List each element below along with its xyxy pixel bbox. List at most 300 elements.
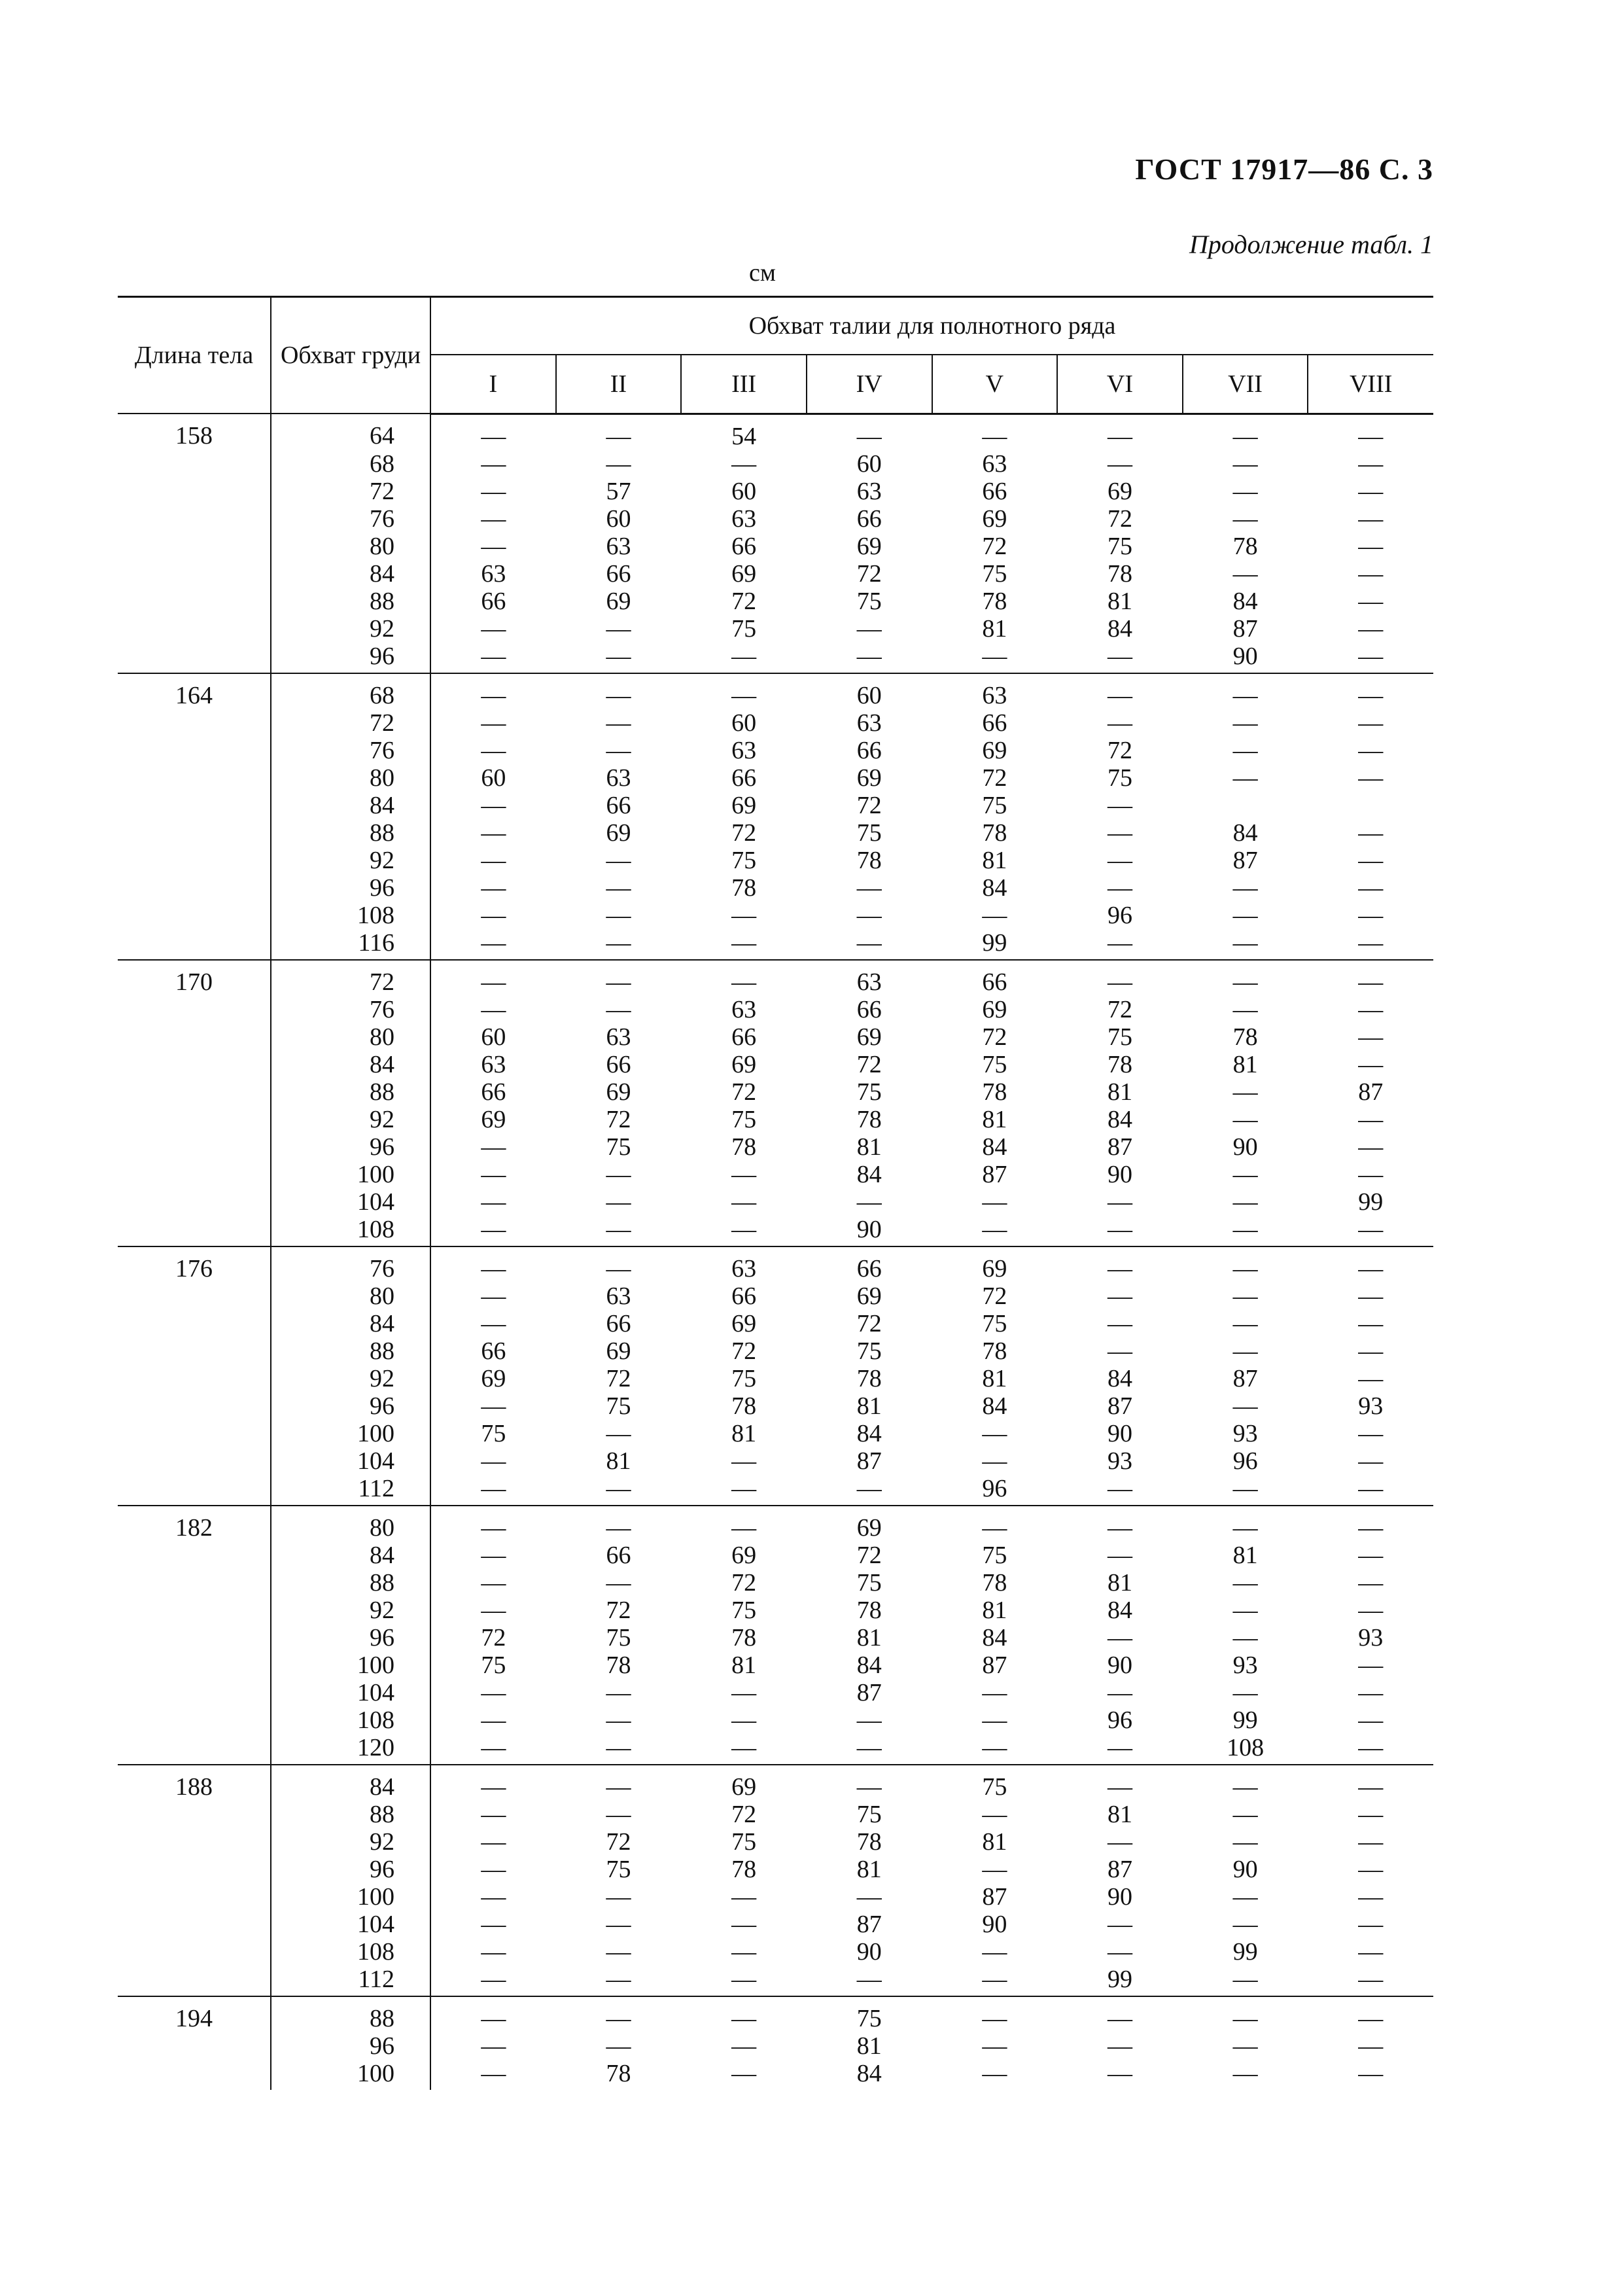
- waist-cell: 75: [856, 1800, 882, 1828]
- waist-cell: —: [1358, 1596, 1384, 1624]
- chest-cell: 84: [271, 560, 430, 588]
- waist-cell: —: [1232, 422, 1258, 450]
- waist-cell: —: [731, 1188, 757, 1216]
- chest-cell: 64: [271, 414, 430, 450]
- table-row: [118, 902, 1433, 929]
- waist-cell: —: [481, 1937, 506, 1966]
- waist-cell: —: [1232, 995, 1258, 1023]
- table-row: [118, 1911, 1433, 1938]
- waist-cell: —: [1232, 681, 1258, 709]
- header-row-3: III: [681, 355, 807, 414]
- waist-cell: —: [556, 1216, 682, 1246]
- waist-cell: 60: [856, 450, 882, 478]
- waist-cell: —: [1358, 901, 1384, 929]
- waist-cell: —: [481, 1282, 506, 1310]
- waist-cell: —: [1358, 968, 1384, 996]
- body-length-cell: [118, 1475, 271, 1506]
- waist-cell: [1308, 792, 1433, 819]
- body-length-cell: [118, 2060, 271, 2090]
- waist-cell: —: [1358, 1541, 1384, 1569]
- waist-cell: 87: [1232, 1364, 1258, 1392]
- chest-cell: 100: [271, 1651, 430, 1679]
- waist-cell: —: [1232, 874, 1258, 902]
- waist-cell: 84: [856, 2059, 882, 2087]
- body-length-cell: [118, 819, 271, 847]
- table-row: [118, 478, 1433, 505]
- waist-cell: —: [606, 1706, 631, 1734]
- waist-cell: —: [856, 1706, 882, 1734]
- waist-cell: —: [1107, 1513, 1132, 1542]
- waist-cell: 90: [1107, 1160, 1132, 1188]
- waist-cell: 66: [856, 995, 882, 1023]
- waist-cell: 63: [606, 764, 631, 792]
- table-row: [118, 847, 1433, 874]
- chest-cell: 88: [271, 1337, 430, 1365]
- body-length-cell: [118, 1023, 271, 1051]
- chest-cell: 76: [271, 1246, 430, 1282]
- waist-cell: —: [982, 2004, 1007, 2032]
- table-row: [118, 1447, 1433, 1475]
- waist-cell: —: [1358, 1023, 1384, 1051]
- body-length-cell: [118, 1310, 271, 1337]
- waist-cell: 75: [731, 1828, 757, 1856]
- waist-cell: 87: [982, 1882, 1007, 1911]
- waist-cell: —: [1232, 1828, 1258, 1856]
- waist-cell: —: [1107, 819, 1132, 847]
- table-row: [118, 643, 1433, 673]
- waist-cell: —: [1358, 1513, 1384, 1542]
- waist-cell: 72: [1107, 995, 1132, 1023]
- length-group: [118, 1765, 1433, 1996]
- chest-cell: 88: [271, 1996, 430, 2032]
- chest-cell: 104: [271, 1679, 430, 1706]
- body-length-cell: [118, 1706, 271, 1734]
- waist-cell: 75: [982, 559, 1007, 588]
- waist-cell: —: [856, 1188, 882, 1216]
- waist-cell: 57: [606, 477, 631, 505]
- header-row-6: VI: [1057, 355, 1183, 414]
- table-row: [118, 874, 1433, 902]
- waist-cell: 72: [856, 1309, 882, 1337]
- waist-cell: —: [1358, 1828, 1384, 1856]
- body-length-cell: [118, 1966, 271, 1996]
- waist-cell: —: [731, 901, 757, 929]
- waist-cell: —: [481, 709, 506, 737]
- waist-cell: 90: [1107, 1882, 1132, 1911]
- waist-cell: —: [1232, 450, 1258, 478]
- header-row-2: II: [556, 355, 682, 414]
- body-length-cell: [118, 996, 271, 1023]
- waist-cell: 75: [606, 1855, 631, 1883]
- waist-cell: 69: [856, 1282, 882, 1310]
- waist-cell: 69: [856, 764, 882, 792]
- waist-cell: 81: [856, 1133, 882, 1161]
- body-length-cell: [118, 478, 271, 505]
- waist-cell: 75: [606, 1392, 631, 1420]
- waist-cell: 87: [1232, 846, 1258, 874]
- waist-cell: 75: [856, 1337, 882, 1365]
- waist-cell: —: [481, 1800, 506, 1828]
- waist-cell: —: [556, 929, 682, 960]
- body-length-cell: [118, 792, 271, 819]
- body-length-cell: [118, 847, 271, 874]
- waist-cell: —: [1107, 422, 1132, 450]
- waist-cell: —: [606, 846, 631, 874]
- waist-cell: —: [430, 1966, 556, 1996]
- body-length-cell: [118, 1337, 271, 1365]
- waist-cell: —: [1107, 1309, 1132, 1337]
- table-row: [118, 1161, 1433, 1188]
- waist-cell: 66: [606, 1050, 631, 1078]
- waist-cell: —: [1308, 929, 1433, 960]
- chest-cell: 84: [271, 1310, 430, 1337]
- waist-cell: —: [1232, 1337, 1258, 1365]
- table-row: [118, 929, 1433, 960]
- waist-cell: —: [1358, 1447, 1384, 1475]
- body-length-cell: [118, 1597, 271, 1624]
- waist-cell: 99: [1358, 1188, 1384, 1216]
- waist-cell: —: [731, 450, 757, 478]
- waist-cell: —: [1358, 614, 1384, 643]
- waist-cell: 96: [1107, 1706, 1132, 1734]
- waist-cell: 66: [982, 709, 1007, 737]
- chest-cell: 88: [271, 1078, 430, 1106]
- waist-cell: —: [1358, 559, 1384, 588]
- waist-cell: —: [1107, 1541, 1132, 1569]
- waist-cell: 84: [1107, 1105, 1132, 1133]
- body-length-cell: [118, 1447, 271, 1475]
- waist-cell: 60: [606, 504, 631, 533]
- table-row: [118, 737, 1433, 764]
- waist-cell: 75: [982, 1309, 1007, 1337]
- waist-cell: 87: [1358, 1078, 1384, 1106]
- waist-cell: 69: [1107, 477, 1132, 505]
- waist-cell: —: [1308, 643, 1433, 673]
- chest-cell: 72: [271, 478, 430, 505]
- waist-cell: —: [982, 1706, 1007, 1734]
- waist-cell: —: [481, 819, 506, 847]
- waist-cell: 81: [731, 1419, 757, 1447]
- waist-cell: —: [1107, 1623, 1132, 1651]
- waist-cell: 75: [606, 1623, 631, 1651]
- waist-cell: 81: [731, 1651, 757, 1679]
- waist-cell: —: [1107, 2032, 1132, 2060]
- waist-cell: —: [481, 1882, 506, 1911]
- waist-cell: —: [606, 968, 631, 996]
- waist-cell: 72: [731, 1800, 757, 1828]
- waist-cell: 84: [1232, 819, 1258, 847]
- chest-cell: 92: [271, 1106, 430, 1133]
- waist-cell: —: [1057, 1216, 1183, 1246]
- waist-cell: 63: [606, 1023, 631, 1051]
- chest-cell: 88: [271, 1569, 430, 1597]
- table-row: [118, 450, 1433, 478]
- waist-cell: —: [982, 1937, 1007, 1966]
- waist-cell: —: [430, 1216, 556, 1246]
- waist-cell: —: [1232, 764, 1258, 792]
- waist-cell: —: [606, 1513, 631, 1542]
- waist-cell: —: [856, 422, 882, 450]
- waist-cell: —: [1232, 1254, 1258, 1282]
- waist-cell: 75: [731, 614, 757, 643]
- body-length-cell: [118, 1078, 271, 1106]
- waist-cell: —: [731, 1910, 757, 1938]
- waist-cell: 72: [481, 1623, 506, 1651]
- chest-cell: 88: [271, 588, 430, 615]
- body-length-cell: 188: [118, 1765, 271, 1801]
- chest-cell: 76: [271, 505, 430, 533]
- body-length-cell: [118, 505, 271, 533]
- waist-cell: 81: [856, 2032, 882, 2060]
- waist-cell: —: [430, 1475, 556, 1506]
- waist-cell: —: [731, 968, 757, 996]
- table-row: [118, 1765, 1433, 1801]
- waist-cell: —: [481, 1309, 506, 1337]
- waist-cell: 81: [1232, 1541, 1258, 1569]
- waist-cell: 108: [1183, 1734, 1308, 1765]
- waist-cell: —: [807, 1475, 932, 1506]
- chest-cell: 100: [271, 2060, 430, 2090]
- waist-cell: 72: [856, 559, 882, 588]
- waist-cell: 72: [731, 1337, 757, 1365]
- table-row: [118, 1420, 1433, 1447]
- table-row: [118, 533, 1433, 560]
- chest-cell: 92: [271, 1597, 430, 1624]
- body-length-cell: [118, 902, 271, 929]
- waist-cell: —: [1232, 1800, 1258, 1828]
- waist-cell: 54: [731, 422, 757, 450]
- waist-cell: 72: [731, 1568, 757, 1597]
- waist-cell: —: [1358, 736, 1384, 764]
- chest-cell: 92: [271, 847, 430, 874]
- waist-cell: 63: [856, 968, 882, 996]
- waist-cell: —: [982, 901, 1007, 929]
- waist-cell: —: [481, 846, 506, 874]
- header-chest: Обхват груди: [271, 297, 430, 414]
- waist-cell: —: [1358, 1937, 1384, 1966]
- waist-cell: —: [1107, 1773, 1132, 1801]
- waist-cell: 66: [481, 587, 506, 615]
- waist-cell: 63: [606, 532, 631, 560]
- body-length-cell: [118, 1938, 271, 1966]
- waist-cell: —: [606, 422, 631, 450]
- chest-cell: 112: [271, 1966, 430, 1996]
- waist-cell: —: [1232, 1282, 1258, 1310]
- waist-cell: —: [1183, 1966, 1308, 1996]
- waist-cell: 84: [856, 1160, 882, 1188]
- waist-cell: 69: [856, 532, 882, 560]
- waist-cell: —: [606, 709, 631, 737]
- waist-cell: —: [1358, 1651, 1384, 1679]
- chest-cell: 96: [271, 1392, 430, 1420]
- table-row: [118, 1679, 1433, 1706]
- waist-cell: 75: [1107, 764, 1132, 792]
- chest-cell: 100: [271, 1883, 430, 1911]
- waist-cell: —: [1358, 2004, 1384, 2032]
- waist-cell: 84: [982, 1133, 1007, 1161]
- waist-cell: 69: [982, 736, 1007, 764]
- table-row: [118, 996, 1433, 1023]
- waist-cell: 60: [856, 681, 882, 709]
- chest-cell: 108: [271, 902, 430, 929]
- waist-cell: —: [982, 1419, 1007, 1447]
- waist-cell: —: [1232, 1078, 1258, 1106]
- header-row-7: VII: [1183, 355, 1308, 414]
- waist-cell: —: [1358, 1568, 1384, 1597]
- chest-cell: 108: [271, 1216, 430, 1246]
- waist-cell: 69: [731, 791, 757, 819]
- body-length-cell: [118, 1569, 271, 1597]
- waist-cell: —: [1232, 1513, 1258, 1542]
- body-length-cell: [118, 588, 271, 615]
- waist-cell: —: [481, 901, 506, 929]
- body-length-cell: [118, 1133, 271, 1161]
- table-row: [118, 1310, 1433, 1337]
- size-table: [118, 296, 1433, 2090]
- table-row: [118, 2060, 1433, 2090]
- waist-cell: —: [1358, 1105, 1384, 1133]
- waist-cell: —: [1232, 1568, 1258, 1597]
- chest-cell: 96: [271, 1133, 430, 1161]
- waist-cell: 81: [982, 1105, 1007, 1133]
- chest-cell: 96: [271, 2032, 430, 2060]
- waist-cell: 87: [1232, 614, 1258, 643]
- waist-cell: —: [481, 1447, 506, 1475]
- body-length-cell: [118, 874, 271, 902]
- body-length-cell: [118, 1911, 271, 1938]
- waist-cell: —: [1358, 819, 1384, 847]
- waist-cell: 93: [1358, 1623, 1384, 1651]
- chest-cell: 72: [271, 960, 430, 996]
- waist-cell: 69: [731, 1541, 757, 1569]
- waist-cell: 63: [731, 736, 757, 764]
- body-length-cell: [118, 1542, 271, 1569]
- waist-cell: 81: [856, 1623, 882, 1651]
- table-row: [118, 1282, 1433, 1310]
- table-row: [118, 1569, 1433, 1597]
- waist-cell: —: [430, 643, 556, 673]
- chest-cell: 80: [271, 764, 430, 792]
- waist-cell: —: [1358, 1910, 1384, 1938]
- waist-cell: —: [1107, 2059, 1132, 2087]
- waist-cell: —: [1232, 709, 1258, 737]
- waist-cell: —: [481, 1541, 506, 1569]
- chest-cell: 84: [271, 1051, 430, 1078]
- waist-cell: —: [481, 477, 506, 505]
- waist-cell: —: [606, 1882, 631, 1911]
- length-group: [118, 414, 1433, 673]
- table-row: [118, 1216, 1433, 1246]
- waist-cell: —: [1358, 477, 1384, 505]
- waist-cell: 75: [731, 1364, 757, 1392]
- waist-cell: —: [481, 1133, 506, 1161]
- waist-cell: 84: [856, 1419, 882, 1447]
- waist-cell: —: [681, 929, 807, 960]
- waist-cell: —: [1057, 1734, 1183, 1765]
- body-length-cell: [118, 764, 271, 792]
- waist-cell: 87: [1107, 1855, 1132, 1883]
- body-length-cell: [118, 1188, 271, 1216]
- waist-cell: —: [481, 1828, 506, 1856]
- waist-cell: 81: [1107, 1078, 1132, 1106]
- table-row: [118, 1365, 1433, 1392]
- chest-cell: 112: [271, 1475, 430, 1506]
- waist-cell: —: [1232, 1882, 1258, 1911]
- waist-cell: —: [731, 1882, 757, 1911]
- waist-cell: —: [807, 929, 932, 960]
- waist-cell: 69: [731, 1309, 757, 1337]
- body-length-cell: 194: [118, 1996, 271, 2032]
- waist-cell: —: [1358, 1855, 1384, 1883]
- waist-cell: —: [606, 1419, 631, 1447]
- waist-cell: 66: [856, 1254, 882, 1282]
- waist-cell: —: [1232, 968, 1258, 996]
- waist-cell: —: [1232, 477, 1258, 505]
- waist-cell: —: [1232, 2059, 1258, 2087]
- waist-cell: 69: [606, 819, 631, 847]
- table-row: [118, 1506, 1433, 1542]
- waist-cell: 69: [982, 1254, 1007, 1282]
- chest-cell: 108: [271, 1938, 430, 1966]
- chest-cell: 92: [271, 1365, 430, 1392]
- waist-cell: —: [1358, 1419, 1384, 1447]
- waist-cell: —: [606, 2004, 631, 2032]
- waist-cell: —: [1107, 1828, 1132, 1856]
- waist-cell: 66: [856, 736, 882, 764]
- waist-cell: 78: [856, 1105, 882, 1133]
- waist-cell: —: [430, 1734, 556, 1765]
- waist-cell: 78: [856, 1828, 882, 1856]
- waist-cell: —: [1358, 1337, 1384, 1365]
- waist-cell: 66: [731, 764, 757, 792]
- waist-cell: 78: [731, 874, 757, 902]
- waist-cell: —: [1232, 1623, 1258, 1651]
- body-length-cell: [118, 1651, 271, 1679]
- waist-cell: 78: [606, 2059, 631, 2087]
- waist-cell: —: [606, 681, 631, 709]
- waist-cell: 63: [606, 1282, 631, 1310]
- waist-cell: —: [681, 643, 807, 673]
- waist-cell: 84: [856, 1651, 882, 1679]
- waist-cell: 72: [606, 1596, 631, 1624]
- table-row: [118, 1856, 1433, 1883]
- waist-cell: —: [481, 1160, 506, 1188]
- waist-cell: 72: [856, 791, 882, 819]
- waist-cell: —: [430, 929, 556, 960]
- waist-cell: —: [856, 901, 882, 929]
- table-row: [118, 1023, 1433, 1051]
- waist-cell: 90: [1232, 1855, 1258, 1883]
- waist-cell: —: [731, 1447, 757, 1475]
- waist-cell: —: [982, 422, 1007, 450]
- waist-cell: —: [1358, 764, 1384, 792]
- unit-label: см: [749, 259, 776, 287]
- table-row: [118, 764, 1433, 792]
- waist-cell: 99: [1232, 1937, 1258, 1966]
- waist-cell: —: [856, 614, 882, 643]
- waist-cell: 81: [856, 1392, 882, 1420]
- waist-cell: 78: [606, 1651, 631, 1679]
- waist-cell: —: [606, 1160, 631, 1188]
- waist-cell: 63: [731, 504, 757, 533]
- waist-cell: —: [731, 2032, 757, 2060]
- waist-cell: —: [1358, 995, 1384, 1023]
- chest-cell: 104: [271, 1188, 430, 1216]
- waist-cell: —: [1057, 1475, 1183, 1506]
- waist-cell: —: [481, 1188, 506, 1216]
- waist-cell: —: [982, 1800, 1007, 1828]
- waist-cell: 66: [606, 1309, 631, 1337]
